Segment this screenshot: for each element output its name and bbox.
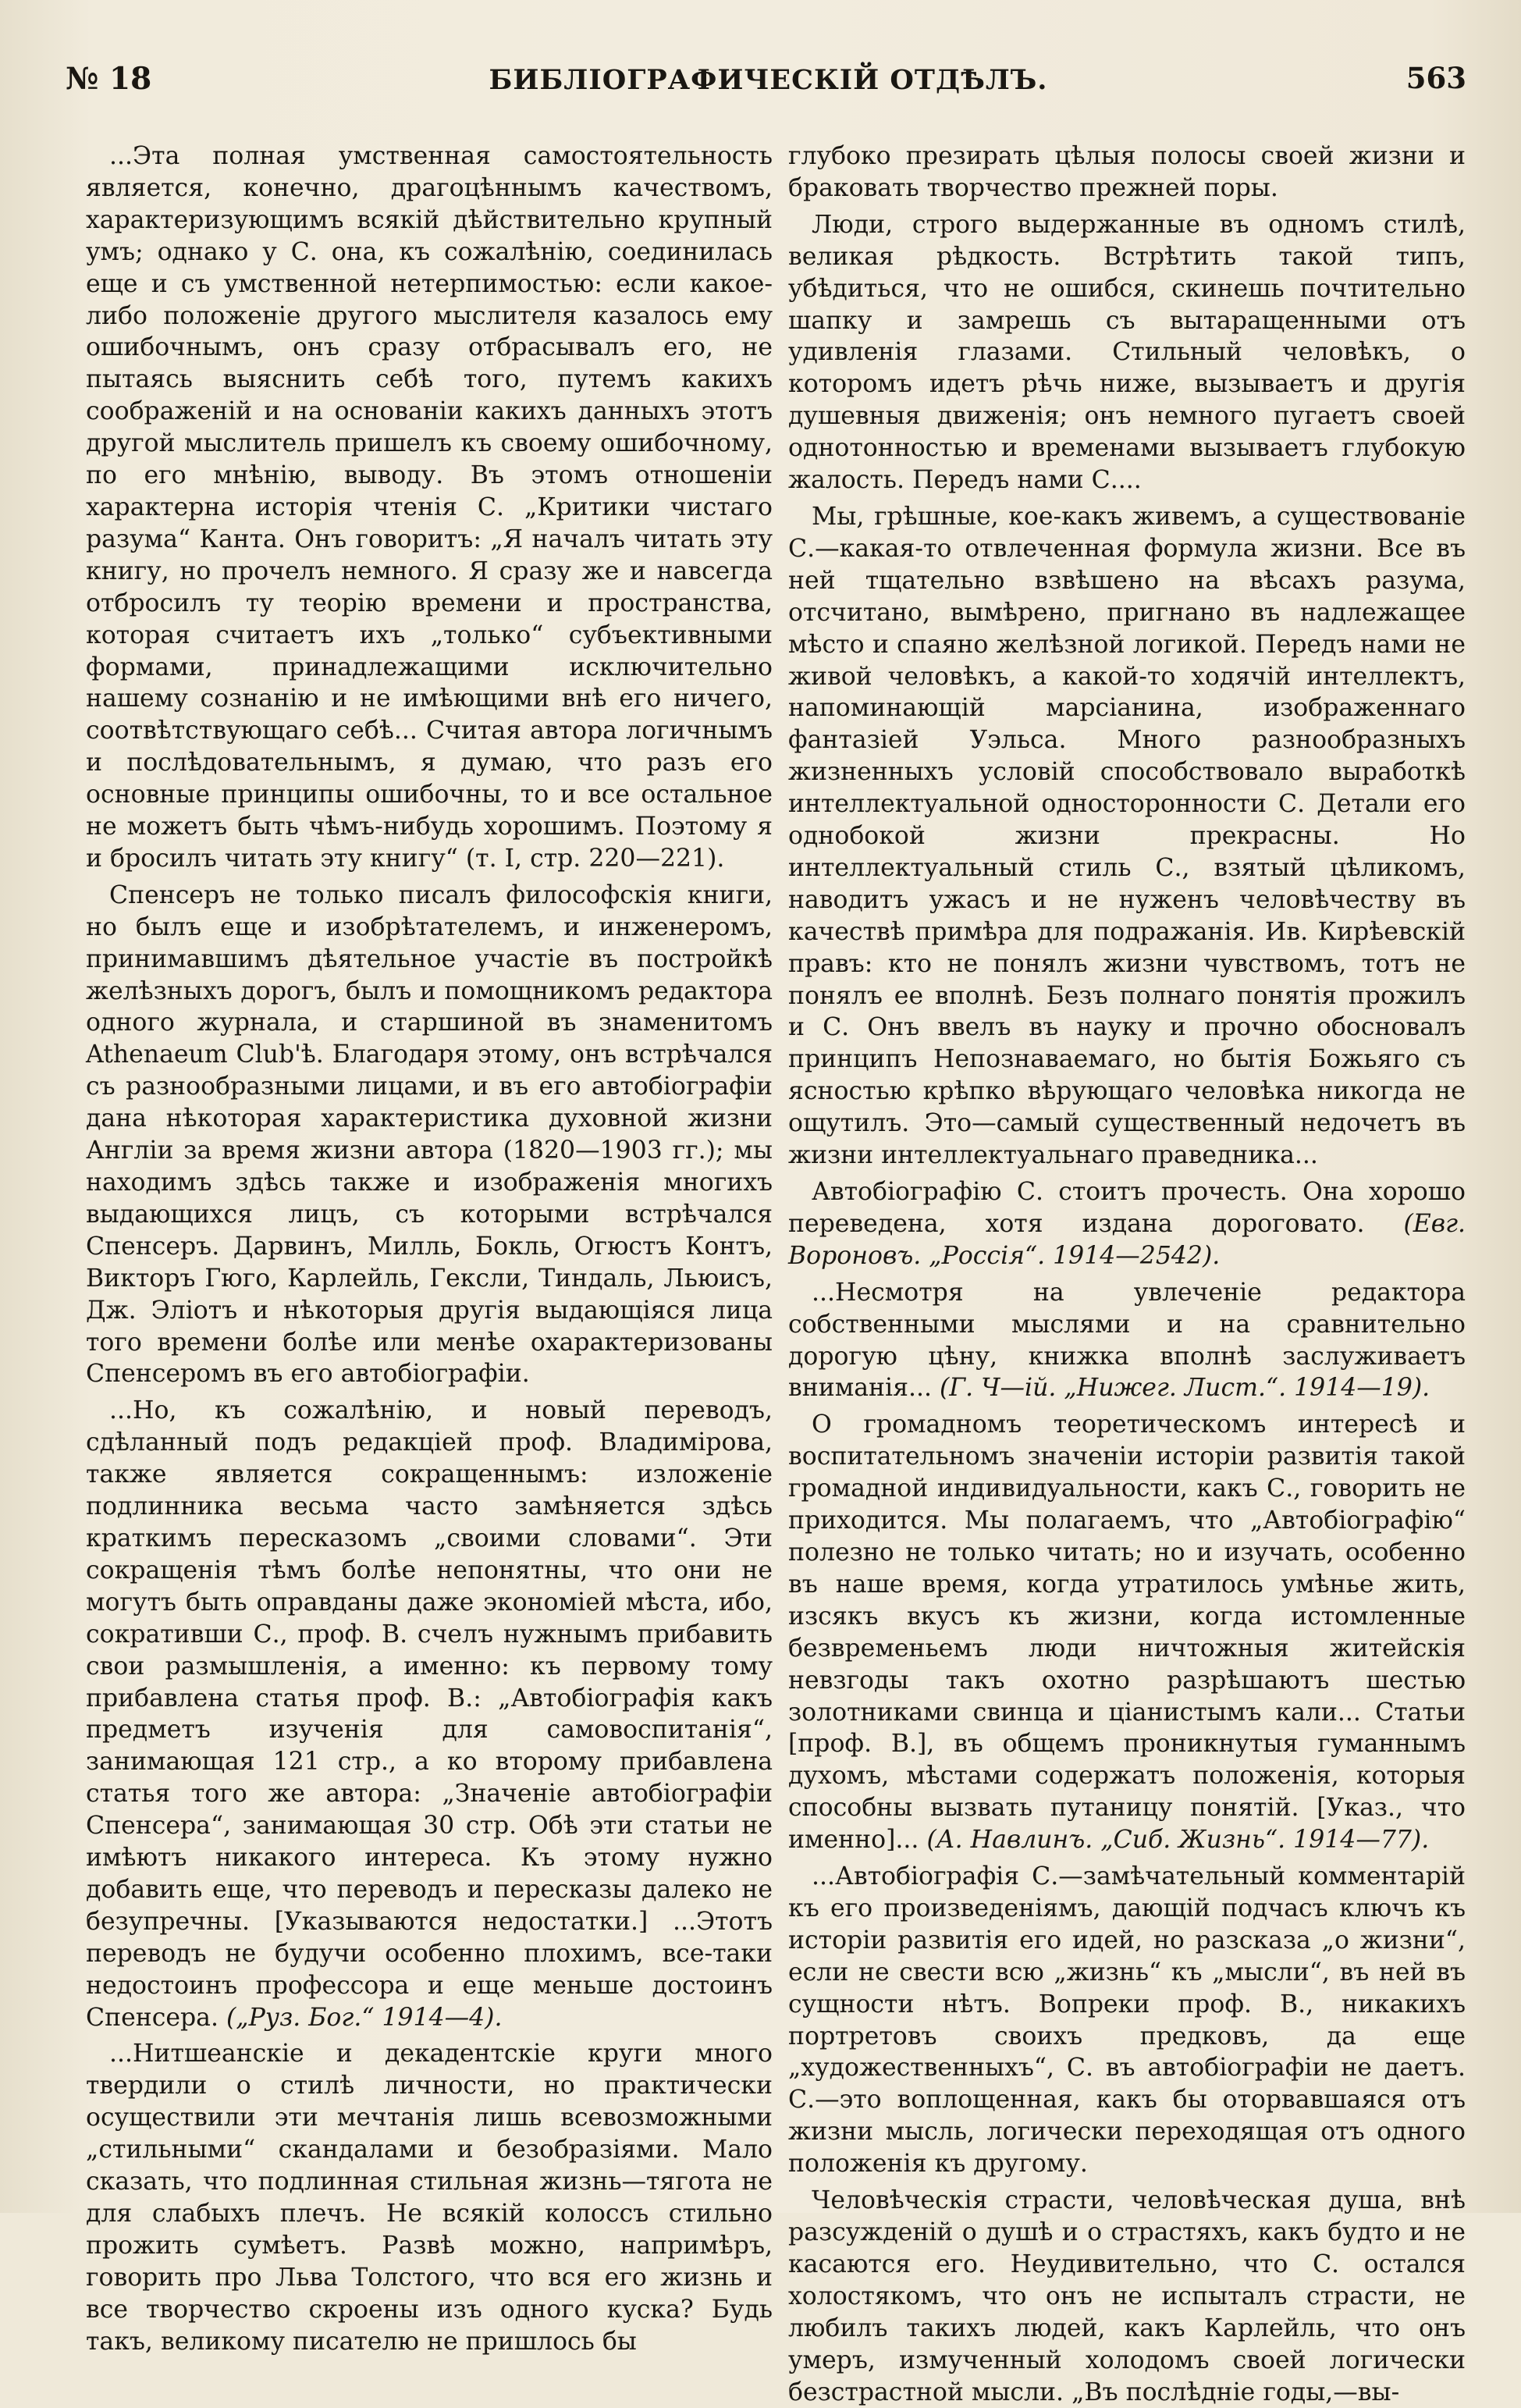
running-header xyxy=(55,61,1482,108)
paragraph-text: ...Несмотря на увлеченіе редактора собственными мыслями и на сравнительно дорогую цѣну, книжка вполнѣ заслуживаетъ вниманія... xyxy=(788,1278,1466,1403)
citation: (Евг. Вороновъ. „Россія“. 1914—2542). xyxy=(788,1209,1466,1270)
paragraph: Спенсеръ не только писалъ философскія книги, но былъ еще и изобрѣтателемъ, и инженеромъ, принимавшимъ дѣятельное участіе въ постройкѣ желѣзныхъ дорогъ, былъ и помощникомъ редактора одного журнала, и старшиной въ знаменитомъ Athenaeum Club'ѣ. Благодаря этому, онъ встрѣчался съ разнообразными лицами, и въ его автобіографіи дана нѣкоторая характеристика духовной жизни Англіи за время жизни автора (1820—1903 гг.); мы находимъ здѣсь также и изображенія многихъ выдающихся лицъ, съ которыми встрѣчался Спенсеръ. Дарвинъ, Милль, Бокль, Огюстъ Контъ, Викторъ Гюго, Карлейль, Гексли, Тиндаль, Льюисъ, Дж. Эліотъ и нѣкоторыя другія выдающіяся лица того времени болѣе или менѣе охарактеризованы Спенсеромъ въ его автобіографіи. xyxy=(86,880,773,1389)
paragraph: ...Нитшеанскіе и декадентскіе круги много твердили о стилѣ личности, но практически осуществили эти мечтанія лишь всевозможными „стильными“ скандалами и безобразіями. Мало сказать, что подлинная стильная жизнь—тягота не для слабыхъ плечъ. Не всякій колоссъ стильно прожить сумѣетъ. Развѣ можно, напримѣръ, говорить про Льва Толстого, что вся его жизнь и все творчество скроены изъ одного куска? Будь такъ, великому писателю не пришлось бы xyxy=(86,2040,773,2356)
page-number: 563 xyxy=(1406,61,1466,95)
paragraph xyxy=(788,1277,1466,1405)
paragraph-continuation: глубоко презирать цѣлыя полосы своей жизни и браковать творчество прежней поры. xyxy=(788,142,1466,202)
paragraph: ...Автобіографія С.—замѣчательный комментарій къ его произведеніямъ, дающій подчасъ ключъ къ исторіи развитія его идей, но разсказа „о жизни“, если не свести всю „жизнь“ къ „мысли“, въ ней въ сущности нѣтъ. Вопреки проф. В., никакихъ портретовъ своихъ предковъ, да еще „художественныхъ“, С. въ автобіографіи не даетъ. С.—это воплощенная, какъ бы оторвавшаяся отъ жизни мысль, логически переходящая отъ одного положенія къ другому. xyxy=(788,1862,1466,2179)
paragraph xyxy=(788,1176,1466,1272)
paragraph: Мы, грѣшные, кое-какъ живемъ, а существованіе С.—какая-то отвлеченная формула жизни. Все въ ней тщательно взвѣшено на вѣсахъ разума, отсчитано, вымѣрено, пригнано въ надлежащее мѣсто и спаяно желѣзной логикой. Передъ нами не живой человѣкъ, а какой-то ходячій интеллектъ, напоминающій марсіанина, изображеннаго фантазіей Уэльса. Много разнообразныхъ жизненныхъ условій способствовало выработкѣ интеллектуальной односторонности С. Детали его однобокой жизни прекрасны. Но интеллектуальный стиль С., взятый цѣликомъ, наводитъ ужасъ и не нуженъ человѣчеству въ качествѣ примѣра для подражанія. Ив. Кирѣевскій правъ: кто не понялъ жизни чувствомъ, тотъ не понялъ ее вполнѣ. Безъ полнаго понятія прожилъ и С. Онъ ввелъ въ науку и прочно обосновалъ принципъ Непознаваемаго, но бытія Божьяго съ ясностью крѣпко вѣрующаго человѣка никогда не ощутилъ. Это—самый существенный недочетъ въ жизни интеллектуальнаго праведника... xyxy=(788,502,1466,1170)
citation: („Руз. Бог.“ 1914—4). xyxy=(226,2003,503,2032)
section-title: БИБЛІОГРАФИЧЕСКІЙ ОТДѢЛЪ. xyxy=(489,64,1048,96)
right-column xyxy=(788,140,1466,2408)
citation: (Г. Ч—ій. „Нижег. Лист.“. 1914—19). xyxy=(940,1374,1430,1403)
paragraph xyxy=(788,1409,1466,1856)
paragraph: ...Эта полная умственная самостоятельность является, конечно, драгоцѣннымъ качествомъ, характеризующимъ всякій дѣйствительно крупный умъ; однако у С. она, къ сожалѣнію, соединилась еще и съ умственной нетерпимостью: если какое-либо положеніе другого мыслителя казалось ему ошибочнымъ, онъ сразу отбрасывалъ его, не пытаясь выяснить себѣ того, путемъ какихъ соображеній и на основаніи какихъ данныхъ этотъ другой мыслитель пришелъ къ своему ошибочному, по его мнѣнію, выводу. Въ этомъ отношеніи характерна исторія чтенія С. „Критики чистаго разума“ Канта. Онъ говоритъ: „Я началъ читать эту книгу, но прочелъ немного. Я сразу же и навсегда отбросилъ ту теорію времени и пространства, которая считаетъ ихъ „только“ субъективными формами, принадлежащими исключительно нашему сознанію и не имѣющими внѣ его ничего, соотвѣтствующаго себѣ... Считая автора логичнымъ и послѣдовательнымъ, я думаю, что разъ его основные принципы ошибочны, то и все остальное не можетъ быть чѣмъ-нибудь хорошимъ. Поэтому я и бросилъ читать эту книгу“ (т. I, стр. 220—221). xyxy=(86,142,773,873)
paragraph: Люди, строго выдержанные въ одномъ стилѣ, великая рѣдкость. Встрѣтить такой типъ, убѣдиться, что не ошибся, скинешь почтительно шапку и замрешь съ вытаращенными отъ удивленія глазами. Стильный человѣкъ, о которомъ идетъ рѣчь ниже, вызываетъ и другія душевныя движенія; онъ немного пугаетъ своей однотонностью и временами вызываетъ глубокую жалость. Передъ нами С.... xyxy=(788,210,1466,495)
left-column xyxy=(86,140,773,2358)
citation: (А. Навлинъ. „Сиб. Жизнь“. 1914—77). xyxy=(926,1826,1430,1855)
paragraph-text: ...Но, къ сожалѣнію, и новый переводъ, сдѣланный подъ редакціей проф. Владимірова, также является сокращеннымъ: изложеніе подлинника весьма часто замѣняется здѣсь краткимъ пересказомъ „своими словами“. Эти сокращенія тѣмъ болѣе непонятны, что они не могутъ быть оправданы даже экономіей мѣста, ибо, сокративши С., проф. В. счелъ нужнымъ прибавить свои размышленія, а именно: къ первому тому прибавлена статья проф. В.: „Автобіографія какъ предметъ изученія для самовоспитанія“, занимающая 121 стр., а ко второму прибавлена статья того же автора: „Значеніе автобіографіи Спенсера“, занимающая 30 стр. Обѣ эти статьи не имѣютъ никакого интереса. Къ этому нужно добавить еще, что переводъ и пересказы далеко не безупречны. [Указываются недостатки.] ...Этотъ переводъ не будучи особенно плохимъ, все-таки недостоинъ профессора и еще меньше достоинъ Спенсера. xyxy=(86,1396,773,2032)
paragraph: Человѣческія страсти, человѣческая душа, внѣ разсужденій о душѣ и о страстяхъ, какъ будто и не касаются его. Неудивительно, что С. остался холостякомъ, что онъ не испыталъ страсти, не любилъ такихъ людей, какъ Карлейль, что онъ умеръ, измученный холодомъ своей логически безстрастной мысли. „Въ послѣдніе годы,—вы- xyxy=(788,2186,1466,2406)
paragraph-text: Автобіографію С. стоитъ прочесть. Она хорошо переведена, хотя издана дороговато. xyxy=(788,1178,1466,1238)
paragraph-text: О громадномъ теоретическомъ интересѣ и воспитательномъ значеніи исторіи развитія такой громадной индивидуальности, какъ С., говорить не приходится. Мы полагаемъ, что „Автобіографію“ полезно не только читать; но и изучать, особенно въ наше время, когда утратилось умѣнье жить, изсякъ вкусъ къ жизни, когда истомленные безвременьемъ люди ничтожныя житейскія невзгоды такъ охотно разрѣшаютъ шестью золотниками свинца и ціанистымъ кали... Статьи [проф. В.], въ общемъ проникнутыя гуманнымъ духомъ, мѣстами содержатъ положенія, которыя способны вызвать путаницу понятій. [Указ., что именно]... xyxy=(788,1410,1466,1855)
paragraph xyxy=(86,1395,773,2033)
issue-number: № 18 xyxy=(66,61,152,97)
